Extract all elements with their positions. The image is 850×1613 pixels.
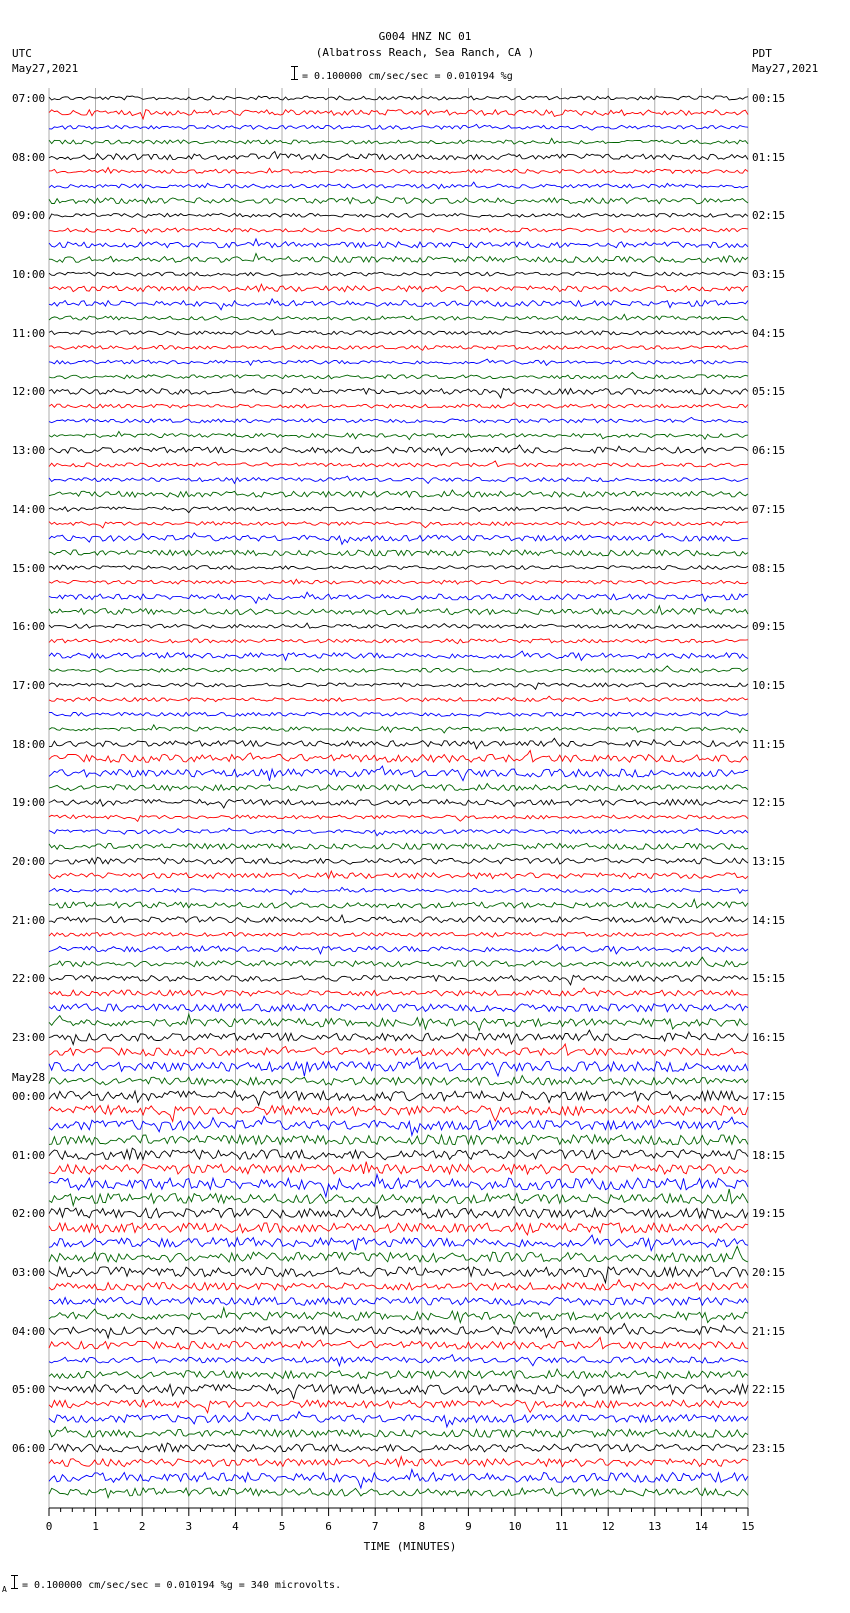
utc-label-02:00: 02:00 bbox=[12, 1207, 46, 1221]
trace-2 bbox=[49, 124, 748, 130]
pdt-label-19:15: 19:15 bbox=[752, 1207, 786, 1221]
minute-gridlines bbox=[49, 88, 748, 1508]
pdt-label-17:15: 17:15 bbox=[752, 1089, 786, 1103]
pdt-label-05:15: 05:15 bbox=[752, 385, 786, 399]
station-location: (Albatross Reach, Sea Ranch, CA ) bbox=[315, 46, 535, 59]
time-axis bbox=[46, 1508, 755, 1533]
utc-label-11:00: 11:00 bbox=[12, 326, 46, 340]
utc-label-03:00: 03:00 bbox=[12, 1265, 46, 1279]
pdt-label-04:15: 04:15 bbox=[752, 326, 786, 340]
trace-37 bbox=[49, 639, 748, 644]
trace-76 bbox=[49, 1205, 748, 1218]
utc-label-04:00: 04:00 bbox=[12, 1324, 46, 1338]
pdt-label-14:15: 14:15 bbox=[752, 913, 786, 927]
trace-10 bbox=[49, 239, 748, 248]
trace-65 bbox=[49, 1044, 748, 1056]
trace-51 bbox=[49, 843, 748, 849]
pdt-label-20:15: 20:15 bbox=[752, 1265, 786, 1279]
x-tick-label: 1 bbox=[92, 1520, 99, 1533]
x-tick-label: 14 bbox=[694, 1520, 709, 1533]
trace-9 bbox=[49, 228, 748, 233]
trace-47 bbox=[49, 784, 748, 791]
trace-39 bbox=[49, 666, 748, 672]
trace-49 bbox=[49, 815, 748, 821]
pdt-label-12:15: 12:15 bbox=[752, 796, 786, 810]
utc-label-21:00: 21:00 bbox=[12, 913, 46, 927]
utc-label-07:00: 07:00 bbox=[12, 92, 46, 105]
utc-label-16:00: 16:00 bbox=[12, 620, 46, 634]
trace-24 bbox=[49, 445, 748, 455]
footer-scale-bar-icon bbox=[14, 1575, 15, 1589]
right-date: May27,2021 bbox=[752, 62, 819, 75]
trace-22 bbox=[49, 417, 748, 422]
x-tick-label: 0 bbox=[45, 1520, 53, 1533]
trace-45 bbox=[49, 751, 748, 763]
trace-66 bbox=[49, 1058, 748, 1076]
trace-88 bbox=[49, 1384, 748, 1399]
utc-label-06:00: 06:00 bbox=[12, 1441, 46, 1455]
header-scale-text: = 0.100000 cm/sec/sec = 0.010194 %g bbox=[302, 71, 513, 82]
trace-71 bbox=[49, 1135, 748, 1145]
trace-35 bbox=[49, 606, 748, 615]
trace-56 bbox=[49, 915, 748, 923]
x-tick-label: 8 bbox=[418, 1520, 426, 1533]
trace-74 bbox=[49, 1175, 748, 1197]
trace-29 bbox=[49, 522, 748, 528]
trace-63 bbox=[49, 1014, 748, 1030]
trace-12 bbox=[49, 272, 748, 276]
x-tick-label: 4 bbox=[232, 1520, 239, 1533]
x-tick-label: 9 bbox=[465, 1520, 472, 1533]
trace-46 bbox=[49, 766, 748, 781]
x-tick-label: 11 bbox=[554, 1520, 569, 1533]
trace-62 bbox=[49, 1004, 748, 1012]
utc-label-10:00: 10:00 bbox=[12, 268, 46, 282]
trace-11 bbox=[49, 254, 748, 263]
trace-38 bbox=[49, 651, 748, 660]
trace-13 bbox=[49, 284, 748, 292]
footer-marker: A bbox=[2, 1585, 7, 1594]
trace-58 bbox=[49, 945, 748, 954]
trace-73 bbox=[49, 1162, 748, 1175]
pdt-label-11:15: 11:15 bbox=[752, 737, 786, 751]
trace-48 bbox=[49, 799, 748, 808]
footer-scale-text: = 0.100000 cm/sec/sec = 0.010194 %g = 340 microvolts. bbox=[22, 1580, 342, 1591]
trace-72 bbox=[49, 1148, 748, 1160]
trace-8 bbox=[49, 213, 748, 219]
utc-label-15:00: 15:00 bbox=[12, 561, 46, 575]
x-tick-label: 5 bbox=[278, 1520, 286, 1533]
pdt-label-07:15: 07:15 bbox=[752, 502, 786, 516]
trace-59 bbox=[49, 957, 748, 967]
utc-label-22:00: 22:00 bbox=[12, 972, 46, 986]
trace-30 bbox=[49, 533, 748, 545]
x-tick-label: 2 bbox=[138, 1520, 146, 1533]
chart-title: G004 HNZ NC 01 bbox=[378, 30, 472, 43]
trace-25 bbox=[49, 461, 748, 467]
trace-23 bbox=[49, 431, 748, 439]
utc-label-17:00: 17:00 bbox=[12, 678, 46, 692]
trace-94 bbox=[49, 1470, 748, 1489]
utc-label-19:00: 19:00 bbox=[12, 796, 46, 810]
x-axis-label: TIME (MINUTES) bbox=[363, 1540, 457, 1553]
trace-69 bbox=[49, 1106, 748, 1122]
trace-87 bbox=[49, 1369, 748, 1379]
pdt-label-08:15: 08:15 bbox=[752, 561, 786, 575]
scale-bar-icon bbox=[294, 66, 295, 80]
left-timezone: UTC bbox=[12, 47, 32, 60]
date-change-label: May28 bbox=[12, 1071, 46, 1084]
utc-label-08:00: 08:00 bbox=[12, 150, 46, 164]
trace-85 bbox=[49, 1337, 748, 1349]
trace-16 bbox=[49, 330, 748, 335]
pdt-label-18:15: 18:15 bbox=[752, 1148, 786, 1162]
trace-77 bbox=[49, 1223, 748, 1235]
trace-27 bbox=[49, 490, 748, 497]
pdt-label-02:15: 02:15 bbox=[752, 209, 786, 223]
pdt-label-23:15: 23:15 bbox=[752, 1441, 786, 1455]
trace-64 bbox=[49, 1030, 748, 1044]
x-tick-label: 12 bbox=[601, 1520, 615, 1533]
trace-68 bbox=[49, 1091, 748, 1105]
x-tick-label: 3 bbox=[185, 1520, 193, 1533]
trace-26 bbox=[49, 476, 748, 483]
pdt-label-01:15: 01:15 bbox=[752, 150, 786, 164]
trace-60 bbox=[49, 975, 748, 985]
trace-86 bbox=[49, 1355, 748, 1366]
trace-82 bbox=[49, 1297, 748, 1305]
trace-1 bbox=[49, 110, 748, 119]
pdt-label-09:15: 09:15 bbox=[752, 620, 786, 634]
trace-89 bbox=[49, 1400, 748, 1413]
utc-label-01:00: 01:00 bbox=[12, 1148, 46, 1162]
trace-15 bbox=[49, 314, 748, 320]
trace-84 bbox=[49, 1324, 748, 1339]
trace-6 bbox=[49, 182, 748, 189]
trace-55 bbox=[49, 899, 748, 908]
trace-43 bbox=[49, 725, 748, 733]
trace-34 bbox=[49, 592, 748, 603]
trace-33 bbox=[49, 579, 748, 584]
trace-83 bbox=[49, 1308, 748, 1324]
trace-40 bbox=[49, 683, 748, 689]
trace-57 bbox=[49, 932, 748, 937]
trace-42 bbox=[49, 711, 748, 716]
trace-31 bbox=[49, 550, 748, 556]
trace-19 bbox=[49, 372, 748, 378]
trace-81 bbox=[49, 1280, 748, 1291]
trace-7 bbox=[49, 197, 748, 204]
utc-label-13:00: 13:00 bbox=[12, 444, 46, 458]
trace-78 bbox=[49, 1235, 748, 1251]
trace-28 bbox=[49, 507, 748, 513]
utc-label-05:00: 05:00 bbox=[12, 1383, 46, 1397]
trace-14 bbox=[49, 299, 748, 310]
trace-92 bbox=[49, 1443, 748, 1452]
trace-41 bbox=[49, 696, 748, 701]
trace-44 bbox=[49, 738, 748, 749]
trace-4 bbox=[49, 152, 748, 160]
trace-53 bbox=[49, 871, 748, 879]
right-timezone: PDT bbox=[752, 47, 772, 60]
pdt-label-22:15: 22:15 bbox=[752, 1383, 786, 1397]
trace-36 bbox=[49, 623, 748, 628]
trace-95 bbox=[49, 1488, 748, 1498]
trace-54 bbox=[49, 887, 748, 894]
trace-79 bbox=[49, 1246, 748, 1262]
pdt-label-21:15: 21:15 bbox=[752, 1324, 786, 1338]
utc-label-12:00: 12:00 bbox=[12, 385, 46, 399]
x-tick-label: 13 bbox=[648, 1520, 662, 1533]
x-tick-label: 7 bbox=[371, 1520, 379, 1533]
pdt-label-16:15: 16:15 bbox=[752, 1031, 786, 1045]
trace-93 bbox=[49, 1457, 748, 1467]
trace-21 bbox=[49, 403, 748, 408]
utc-label-20:00: 20:00 bbox=[12, 855, 46, 869]
trace-17 bbox=[49, 346, 748, 351]
trace-18 bbox=[49, 359, 748, 365]
pdt-label-10:15: 10:15 bbox=[752, 678, 786, 692]
trace-67 bbox=[49, 1076, 748, 1086]
trace-50 bbox=[49, 828, 748, 836]
left-date: May27,2021 bbox=[12, 62, 79, 75]
pdt-label-03:15: 03:15 bbox=[752, 268, 786, 282]
trace-91 bbox=[49, 1427, 748, 1437]
x-tick-label: 6 bbox=[325, 1520, 332, 1533]
trace-80 bbox=[49, 1267, 748, 1283]
utc-label-23:00: 23:00 bbox=[12, 1031, 46, 1045]
pdt-label-13:15: 13:15 bbox=[752, 855, 786, 869]
pdt-label-15:15: 15:15 bbox=[752, 972, 786, 986]
utc-label-00:00: 00:00 bbox=[12, 1089, 46, 1103]
pdt-label-00:15: 00:15 bbox=[752, 92, 786, 105]
seismic-traces bbox=[49, 96, 748, 1498]
trace-5 bbox=[49, 168, 748, 174]
trace-20 bbox=[49, 389, 748, 398]
utc-label-18:00: 18:00 bbox=[12, 737, 46, 751]
x-tick-label: 15 bbox=[741, 1520, 755, 1533]
x-tick-label: 10 bbox=[508, 1520, 522, 1533]
trace-32 bbox=[49, 565, 748, 570]
trace-70 bbox=[49, 1116, 748, 1135]
trace-0 bbox=[49, 96, 748, 100]
trace-3 bbox=[49, 138, 748, 144]
utc-label-09:00: 09:00 bbox=[12, 209, 46, 223]
trace-75 bbox=[49, 1189, 748, 1206]
trace-52 bbox=[49, 857, 748, 864]
trace-90 bbox=[49, 1412, 748, 1427]
pdt-label-06:15: 06:15 bbox=[752, 444, 786, 458]
utc-label-14:00: 14:00 bbox=[12, 502, 46, 516]
trace-61 bbox=[49, 988, 748, 996]
